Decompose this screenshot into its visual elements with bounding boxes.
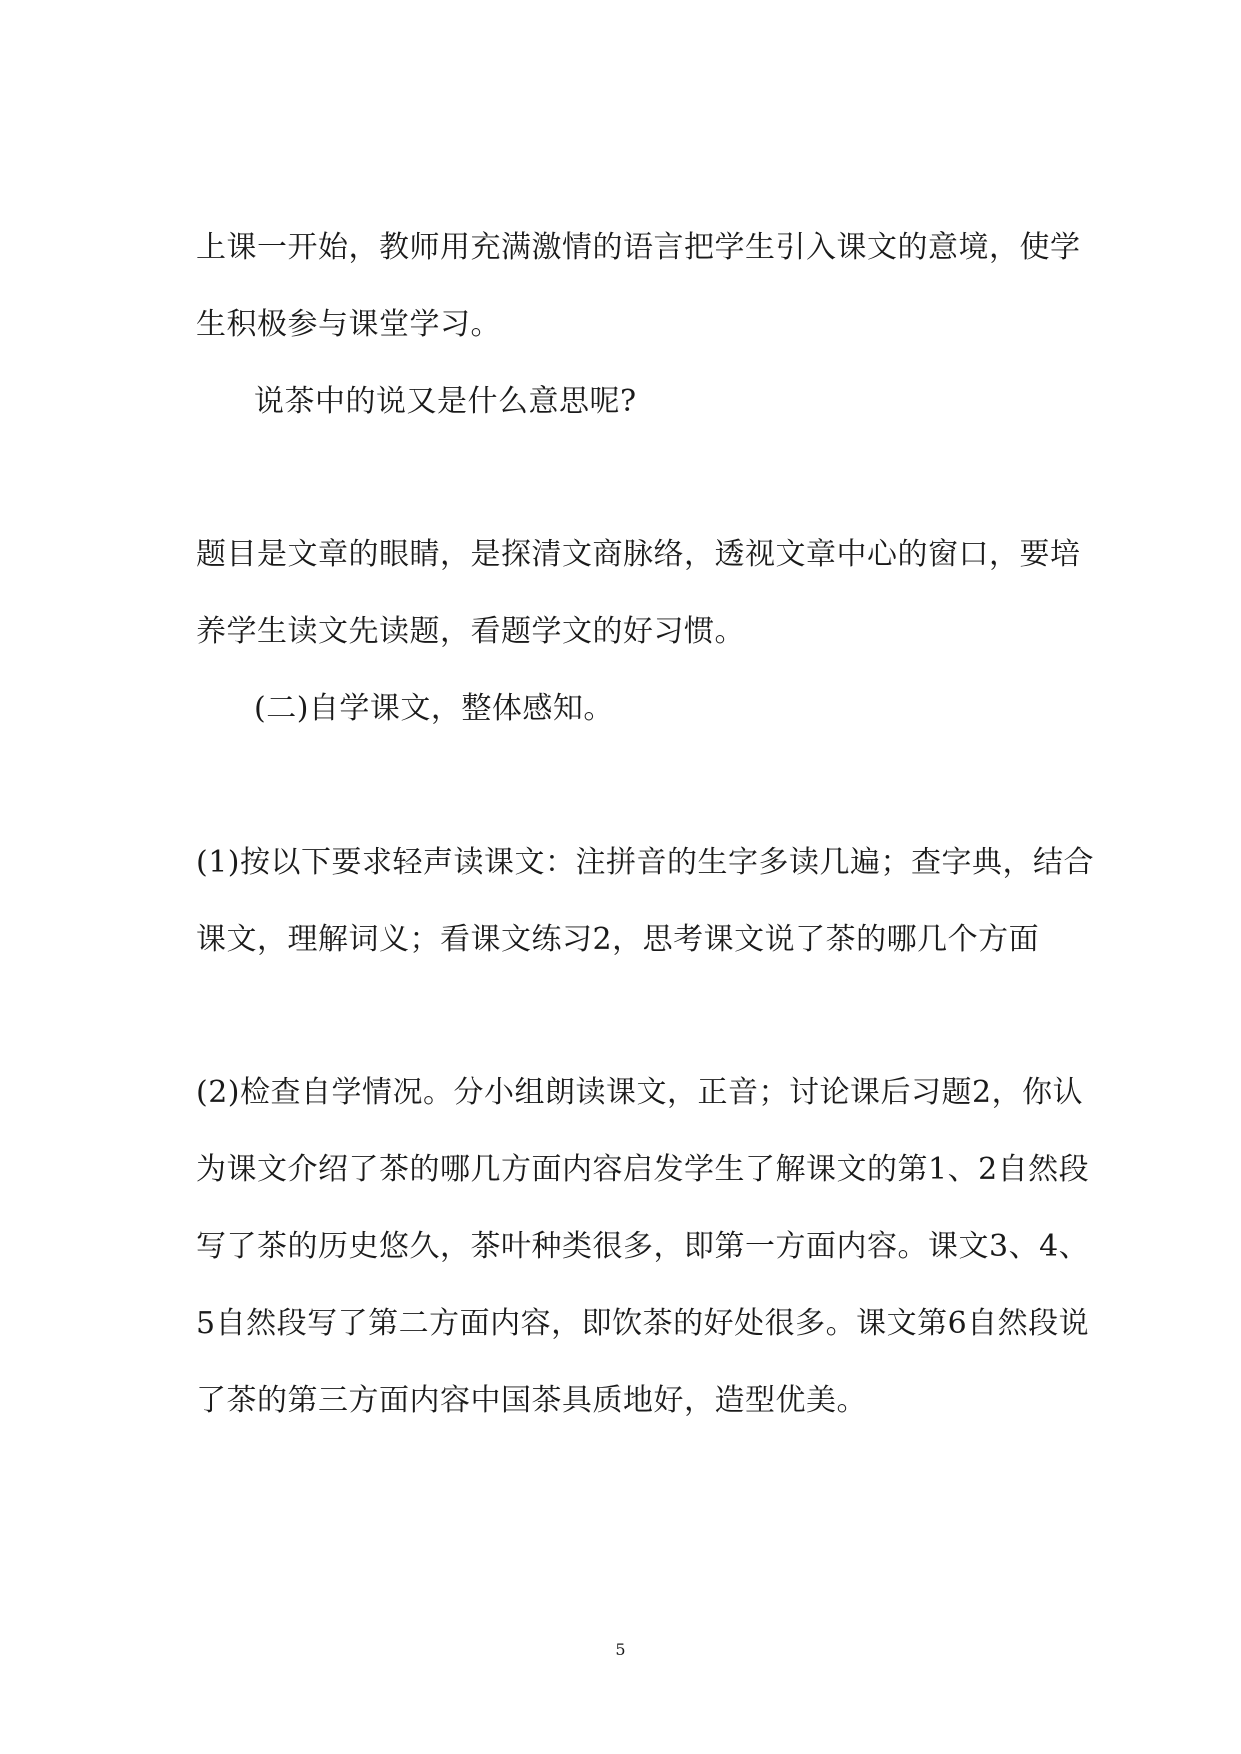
paragraph-5-line-2: 课文，理解词义；看课文练习2，思考课文说了茶的哪几个方面 [196, 922, 1040, 957]
paragraph-6-line-1: (2)检查自学情况。分小组朗读课文，正音；讨论课后习题2，你认 [196, 1075, 1084, 1110]
paragraph-6-line-3: 写了茶的历史悠久，茶叶种类很多，即第一方面内容。课文3、4、 [196, 1229, 1090, 1264]
paragraph-1-line-1: 上课一开始，教师用充满激情的语言把学生引入课文的意境，使学 [196, 230, 1081, 265]
paragraph-6-line-2: 为课文介绍了茶的哪几方面内容启发学生了解课文的第1、2自然段 [196, 1152, 1090, 1187]
paragraph-3-line-2: 养学生读文先读题，看题学文的好习惯。 [196, 614, 745, 649]
paragraph-3-line-1: 题目是文章的眼睛，是探清文商脉络，透视文章中心的窗口，要培 [196, 537, 1081, 572]
paragraph-5-line-1: (1)按以下要求轻声读课文：注拼音的生字多读几遍；查字典，结合 [196, 845, 1094, 880]
paragraph-6-line-4: 5自然段写了第二方面内容，即饮茶的好处很多。课文第6自然段说 [196, 1306, 1090, 1341]
paragraph-1-line-2: 生积极参与课堂学习。 [196, 307, 501, 342]
page-number: 5 [615, 1640, 626, 1659]
paragraph-4-line-1: (二)自学课文，整体感知。 [254, 691, 614, 726]
paragraph-6-line-5: 了茶的第三方面内容中国茶具质地好，造型优美。 [196, 1383, 867, 1418]
paragraph-2-line-1: 说茶中的说又是什么意思呢? [254, 384, 637, 419]
